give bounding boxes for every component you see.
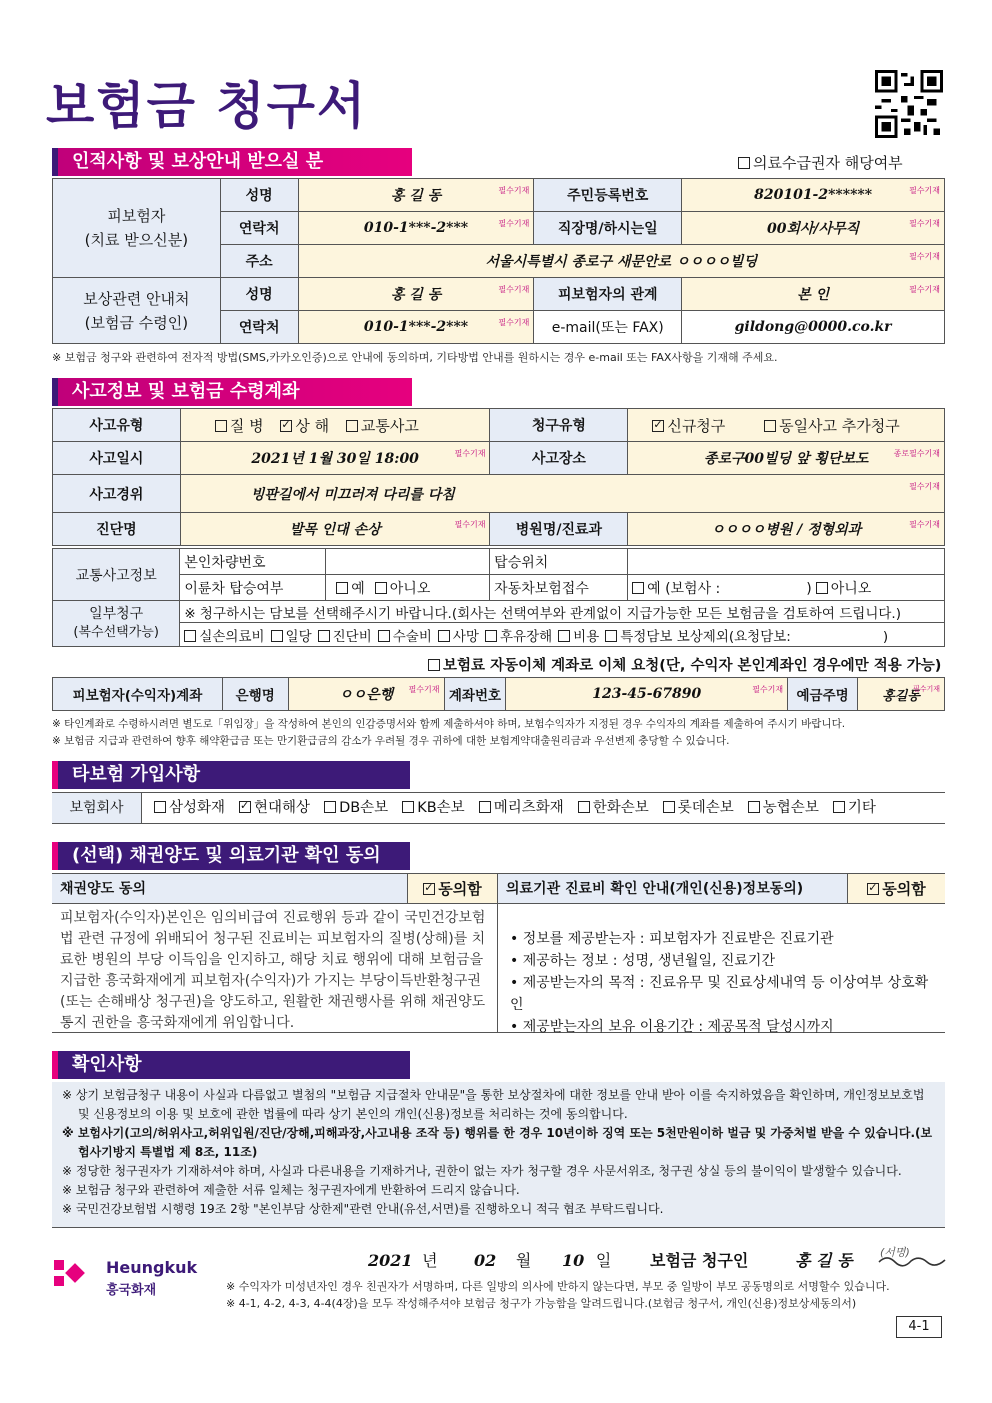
section-accident-title: 사고정보 및 보험금 수령계좌 (52, 378, 412, 406)
confirm-item: ※ 국민건강보험법 시행령 19조 2항 "본인부담 상한제"관련 안내(유선,서면)를 진행하오니 적극 협조 부탁드립니다. (62, 1202, 664, 1216)
section-confirm-title: 확인사항 (52, 1051, 410, 1079)
email-field[interactable]: gildong@0000.co.kr (682, 311, 945, 344)
partial-option[interactable]: 특정담보 보상제외(요청담보: (605, 629, 791, 645)
holder-field[interactable]: 홍길동 필수기재 (858, 678, 945, 711)
accident-how-label: 사고경위 (53, 475, 181, 513)
partial-claim-label: 일부청구 (복수선택가능) (53, 601, 180, 647)
insurer-option[interactable]: KB손보 (402, 800, 464, 816)
bike-yes[interactable]: 예 (336, 581, 365, 597)
partial-claim-options: 실손의료비 일당 진단비 수술비 사망 후유장해 비용 특정담보 보상제외(요청담보: ) (180, 623, 945, 647)
confirm-item: ※ 상기 보험금청구 내용이 사실과 다름없고 별첨의 "보험금 지급절차 안내문"을 통한 보상절차에 대한 정보를 안내 받아 이를 숙지하였음을 확인하며, 개인정보보호법 및 신용정보의 이용 및 보호에 관한 법률에 따라 상기 본인의 개인(신용)정보를 처리하는 것에 동의합니다. (62, 1088, 925, 1121)
section-other-insurance-title: 타보험 가입사항 (52, 761, 410, 789)
medical-aid-label: 의료수급권자 해당여부 (753, 154, 903, 172)
insurer-option[interactable]: 롯데손보 (663, 800, 734, 816)
section-personal-info-title: 인적사항 및 보상안내 받으실 분 (52, 148, 412, 176)
auto-transfer-check[interactable] (428, 654, 941, 675)
medical-check-item: • 제공받는자의 목적 : 진료유무 및 진료상세내역 등 이상여부 상호확인 (510, 975, 929, 1013)
partial-claim-note: ※ 청구하시는 담보를 선택해주시기 바랍니다.(회사는 선택여부와 관계없이 지급가능한 모든 보험금을 검토하여 드립니다.) (180, 601, 945, 623)
medical-check-item: • 정보를 제공받는자 : 피보험자가 진료받은 진료기관 (510, 931, 834, 947)
claimant-label: 보험금 청구인 (650, 1251, 749, 1270)
option-injury[interactable]: ✓ 상 해 (280, 417, 329, 435)
note-refund: ※ 보험금 지급과 관련하여 향후 해약환급금 또는 만기환급금의 감소가 우려될 경우 귀하에 대한 보험계약대출원리금과 우선변제 충당할 수 있습니다. (52, 735, 730, 747)
guide-phone-field[interactable]: 010-1***-2*** 필수기재 (298, 311, 534, 344)
guide-phone-label: 연락처 (220, 311, 298, 344)
car-insurance-options: 예 (보험사 : ) 아니오 (628, 575, 945, 601)
footer-note-pages: ※ 4-1, 4-2, 4-3, 4-4(4장)을 모두 작성해주셔야 보험금 청구가 가능함을 알려드립니다.(보험금 청구서, 개인(신용)정보상세동의서) (226, 1297, 857, 1310)
insured-phone-label: 연락처 (220, 212, 298, 245)
hospital-field[interactable]: ㅇㅇㅇㅇ병원 / 정형외과 필수기재 (628, 513, 945, 546)
ssn-field[interactable]: 820101-2****** 필수기재 (682, 179, 945, 212)
option-new-claim[interactable]: ✓ 신규청구 (652, 417, 725, 435)
job-label: 직장명/하시는일 (534, 212, 682, 245)
insurer-option[interactable]: 기타 (833, 800, 876, 816)
partial-option[interactable]: 진단비 (318, 629, 372, 645)
holder-label: 예금주명 (788, 678, 858, 711)
bank-name-label: 은행명 (222, 678, 288, 711)
other-insurance-label: 보험회사 (52, 793, 142, 823)
job-field[interactable]: 00회사/사무직 필수기재 (682, 212, 945, 245)
traffic-info-label: 교통사고정보 (53, 549, 180, 601)
footer-note-minor: ※ 수익자가 미성년자인 경우 친권자가 서명하며, 다른 일방의 의사에 반하지 않는다면, 부모 중 일방이 부모 공동명의로 서명할수 있습니다. (226, 1280, 890, 1293)
carins-no[interactable]: 아니오 (816, 581, 872, 597)
assignment-text: 피보험자(수익자)본인은 임의비급여 진료행위 등과 같이 국민건강보험법 관련 규정에 위배되어 청구된 진료비는 피보험자의 질병(상해)를 치료한 병원의 부당 이득임을 인지하고, 해당 치료 행위에 대해 보험금을 지급한 흥국화재에게 피보험자(수익자)가 가지는 부당이득반환청구권(또는 손해배상 청구권)을 양도하고, 원활한 채권행사를 위해 채권양도 통지 권한을 흥국화재에게 위임합니다. (60, 910, 486, 1031)
option-disease[interactable]: 질 병 (215, 417, 264, 435)
qr-code (875, 70, 943, 138)
auto-transfer-label: 보험료 자동이체 계좌로 이체 요청(단, 수익자 본인계좌인 경우에만 적용 가능) (443, 658, 942, 674)
confirm-item: ※ 정당한 청구권자가 기재하셔야 하며, 사실과 다른내용을 기재하거나, 권한이 없는 자가 청구할 경우 사문서위조, 청구권 상실 등의 불이익이 발생할수 있습니다. (62, 1164, 902, 1178)
guide-name-field[interactable]: 홍 길 동 필수기재 (298, 278, 534, 311)
bank-account-label: 피보험자(수익자)계좌 (53, 678, 223, 711)
accident-place-field[interactable]: 종로구00빌딩 앞 횡단보도 종로필수기재 (628, 442, 945, 475)
sign-month[interactable]: 02 월 (474, 1251, 532, 1270)
medical-check-item: • 제공받는자의 보유 이용기간 : 제공목적 달성시까지 (510, 1019, 834, 1035)
insurer-option[interactable]: 삼성화재 (154, 800, 225, 816)
insurer-option[interactable]: 메리츠화재 (479, 800, 564, 816)
claim-type-label: 청구유형 (490, 409, 628, 442)
insurer-options (154, 793, 890, 823)
accident-date-field[interactable]: 2021년 1월 30일 18:00 필수기재 (180, 442, 490, 475)
accident-type-label: 사고유형 (53, 409, 181, 442)
signature-mark[interactable]: (서명) (880, 1246, 910, 1259)
consent-box (52, 873, 945, 1033)
option-traffic[interactable]: 교통사고 (346, 417, 419, 435)
other-insurance-row (52, 792, 945, 824)
medical-check-item: • 제공하는 정보 : 성명, 생년월일, 진료기간 (510, 953, 775, 969)
assignment-agree[interactable]: ✓ 동의함 (407, 874, 497, 904)
sign-day[interactable]: 10 일 (562, 1251, 612, 1270)
section-consent-title: (선택) 채권양도 및 의료기관 확인 동의 (52, 842, 410, 870)
accident-place-label: 사고장소 (490, 442, 628, 475)
heungkuk-logo-icon (54, 1260, 92, 1290)
partial-option[interactable]: 일당 (271, 629, 312, 645)
carins-yes[interactable]: 예 (보험사 : (632, 581, 720, 597)
board-position-field[interactable] (628, 549, 945, 575)
guide-label: 보상관련 안내처 (보험금 수령인) (53, 278, 221, 344)
page-number: 4-1 (896, 1316, 942, 1338)
bike-options (326, 575, 490, 601)
insurer-option[interactable]: 한화손보 (578, 800, 649, 816)
relation-field[interactable]: 본 인 필수기재 (682, 278, 945, 311)
medical-aid-check[interactable] (738, 152, 903, 173)
medical-check-list (510, 928, 940, 1038)
claim-type-options (628, 409, 945, 442)
account-number-label: 계좌번호 (444, 678, 506, 711)
partial-option[interactable]: 사망 (438, 629, 479, 645)
sign-year[interactable]: 2021 년 (368, 1251, 438, 1270)
confirm-item: ※ 보험사기(고의/허위사고,허위입원/진단/장해,피해과장,사고내용 조작 등) 행위를 한 경우 10년이하 징역 또는 5천만원이하 벌금 및 가중처벌 받을 수 있습니다.(보험사기방지 특별법 제 8조, 11조) (62, 1126, 933, 1159)
partial-option[interactable]: 비용 (558, 629, 599, 645)
address-label: 주소 (220, 245, 298, 278)
board-position-label: 탑승위치 (490, 549, 628, 575)
account-number-field[interactable]: 123-45-67890 필수기재 (506, 678, 788, 711)
traffic-table (52, 548, 945, 647)
bank-name-field[interactable]: ㅇㅇ은행 필수기재 (288, 678, 444, 711)
signature-scribble-icon (877, 1252, 947, 1268)
insurer-option[interactable]: ✓ 현대해상 (239, 800, 310, 816)
guide-name-label: 성명 (220, 278, 298, 311)
medical-check-agree[interactable]: ✓ 동의함 (847, 874, 945, 904)
insured-table (52, 178, 945, 344)
bank-table (52, 677, 945, 711)
insured-name-field[interactable]: 홍 길 동 필수기재 (298, 179, 534, 212)
partial-option[interactable]: 실손의료비 (184, 629, 264, 645)
partial-option[interactable]: 후유장해 (485, 629, 552, 645)
accident-table (52, 408, 945, 546)
logo-en: Heungkuk (106, 1258, 198, 1277)
insurer-option[interactable]: 농협손보 (748, 800, 819, 816)
address-field[interactable]: 서울시특별시 종로구 새문안로 ㅇㅇㅇㅇ빌딩 필수기재 (298, 245, 944, 278)
checkbox-icon[interactable] (738, 157, 750, 169)
car-number-label: 본인차량번호 (180, 549, 326, 575)
bike-no[interactable]: 아니오 (375, 581, 431, 597)
assignment-label: 채권양도 동의 (52, 874, 497, 904)
diagnosis-label: 진단명 (53, 513, 181, 546)
confirm-box (52, 1082, 945, 1228)
insurer-option[interactable]: DB손보 (324, 800, 388, 816)
note-electronic: ※ 보험금 청구와 관련하여 전자적 방법(SMS,카카오인증)으로 안내에 동의하며, 기타방법 안내를 원하시는 경우 e-mail 또는 FAX사항을 기재해 주세요. (52, 351, 778, 364)
confirm-item: ※ 보험금 청구와 관련하여 제출한 서류 일체는 청구권자에게 반환하여 드리지 않습니다. (62, 1183, 520, 1197)
diagnosis-field[interactable]: 발목 인대 손상 필수기재 (180, 513, 490, 546)
hospital-label: 병원명/진료과 (490, 513, 628, 546)
accident-date-label: 사고일시 (53, 442, 181, 475)
partial-option[interactable]: 수술비 (378, 629, 432, 645)
claimant-name[interactable]: 홍 길 동 (795, 1251, 853, 1270)
page-title: 보험금 청구서 (46, 77, 368, 135)
accident-how-field[interactable]: 빙판길에서 미끄러져 다리를 다침 필수기재 (180, 475, 944, 513)
ssn-label: 주민등록번호 (534, 179, 682, 212)
email-label: e-mail(또는 FAX) (534, 311, 682, 344)
insured-label: 피보험자 (치료 받으신분) (53, 179, 221, 278)
logo-kr: 흥국화재 (106, 1283, 157, 1298)
car-number-field[interactable] (326, 549, 490, 575)
bike-label: 이륜차 탑승여부 (180, 575, 326, 601)
medical-check-label: 의료기관 진료비 확인 안내(개인(신용)정보동의) (497, 874, 945, 904)
car-insurance-label: 자동차보험접수 (490, 575, 628, 601)
insured-phone-field[interactable]: 010-1***-2*** 필수기재 (298, 212, 534, 245)
relation-label: 피보험자의 관계 (534, 278, 682, 311)
note-other-account: ※ 타인계좌로 수령하시려면 별도로「위임장」을 작성하여 본인의 인감증명서와 함께 제출하셔야 하며, 보험수익자가 지정된 경우 수익자의 계좌를 제출하여 주시기 바랍니다. (52, 718, 846, 730)
insured-name-label: 성명 (220, 179, 298, 212)
accident-type-options (180, 409, 490, 442)
option-additional-claim[interactable]: 동일사고 추가청구 (764, 417, 900, 435)
